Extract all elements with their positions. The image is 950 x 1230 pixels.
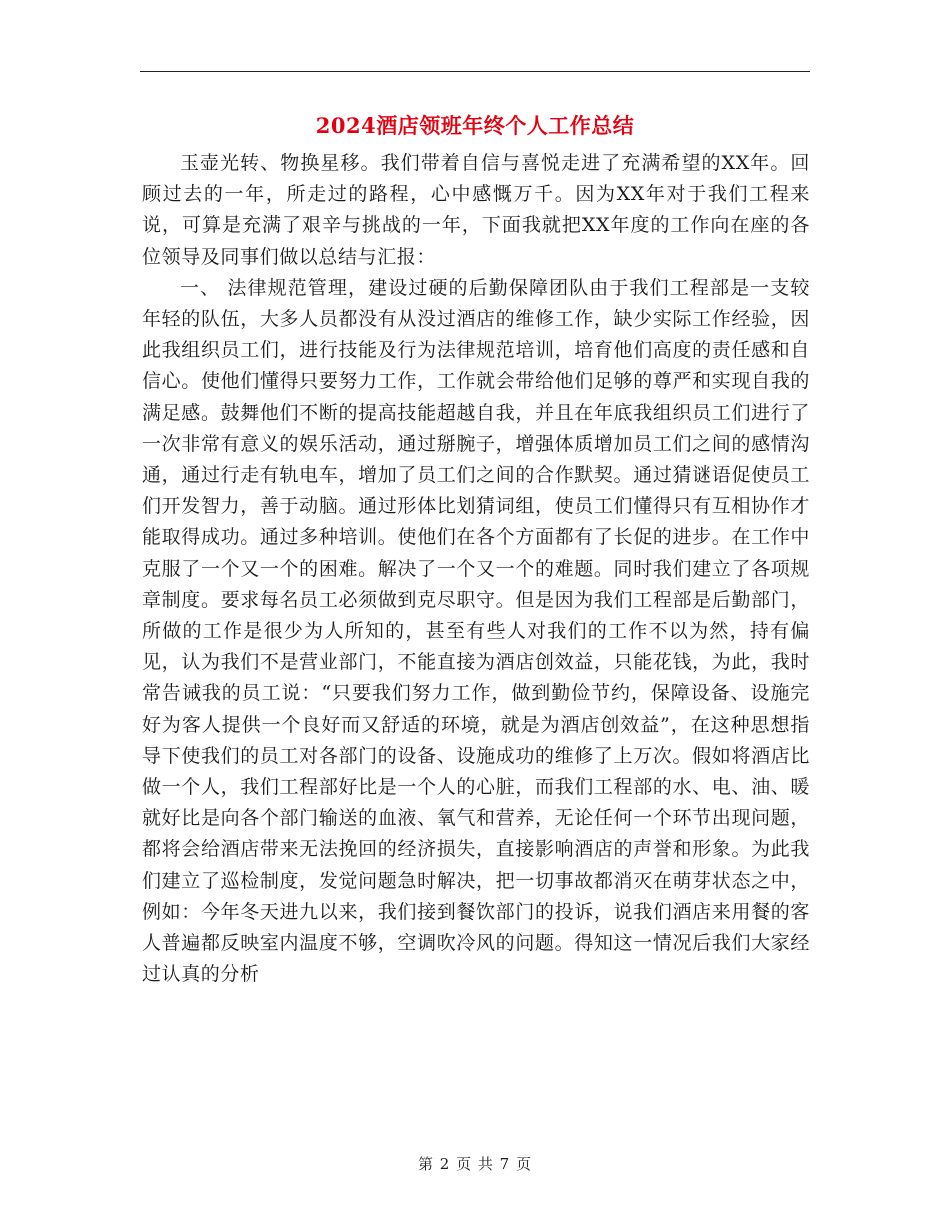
paragraph-intro: 玉壶光转、物换星移。我们带着自信与喜悦走进了充满希望的XX年。回顾过去的一年，所走过的路程，心中感慨万千。因为XX年对于我们工程来说，可算是充满了艰辛与挑战的一年，下面我就把XX年度的工作向在座的各位领导及同事们做以总结与汇报： bbox=[142, 152, 810, 268]
page-number: 第 2 页 共 7 页 bbox=[418, 1155, 532, 1173]
document-body bbox=[142, 148, 810, 990]
header-rule bbox=[140, 71, 810, 72]
document-title: 2024酒店领班年终个人工作总结 bbox=[315, 113, 635, 138]
paragraph-section-one: 一、 法律规范管理，建设过硬的后勤保障团队由于我们工程部是一支较年轻的队伍，大多人员都没有从没过酒店的维修工作，缺少实际工作经验，因此我组织员工们，进行技能及行为法律规范培训，培育他们高度的责任感和自信心。使他们懂得只要努力工作，工作就会带给他们足够的尊严和实现自我的满足感。鼓舞他们不断的提高技能超越自我，并且在年底我组织员工们进行了一次非常有意义的娱乐活动，通过掰腕子，增强体质增加员工们之间的感情沟通，通过行走有轨电车，增加了员工们之间的合作默契。通过猜谜语促使员工们开发智力，善于动脑。通过形体比划猜词组，使员工们懂得只有互相协作才能取得成功。通过多种培训。使他们在各个方面都有了长促的进步。在工作中克服了一个又一个的困难。解决了一个又一个的难题。同时我们建立了各项规章制度。要求每名员工必须做到克尽职守。但是因为我们工程部是后勤部门，所做的工作是很少为人所知的，甚至有些人对我们的工作不以为然，持有偏见，认为我们不是营业部门，不能直接为酒店创效益，只能花钱，为此，我时常告诫我的员工说：“只要我们努力工作，做到勤俭节约，保障设备、设施完好为客人提供一个良好而又舒适的环境，就是为酒店创效益”，在这种思想指导下使我们的员工对各部门的设备、设施成功的维修了上万次。假如将酒店比做一个人，我们工程部好比是一个人的心脏，而我们工程部的水、电、油、暖就好比是向各个部门输送的血液、氧气和营养，无论任何一个环节出现问题，都将会给酒店带来无法挽回的经济损失，直接影响酒店的声誉和形象。为此我们建立了巡检制度，发觉问题急时解决，把一切事故都消灭在萌芽状态之中，例如：今年冬天进九以来，我们接到餐饮部门的投诉，说我们酒店来用餐的客人普遍都反映室内温度不够，空调吹冷风的问题。得知这一情况后我们大家经过认真的分析 bbox=[142, 276, 810, 986]
